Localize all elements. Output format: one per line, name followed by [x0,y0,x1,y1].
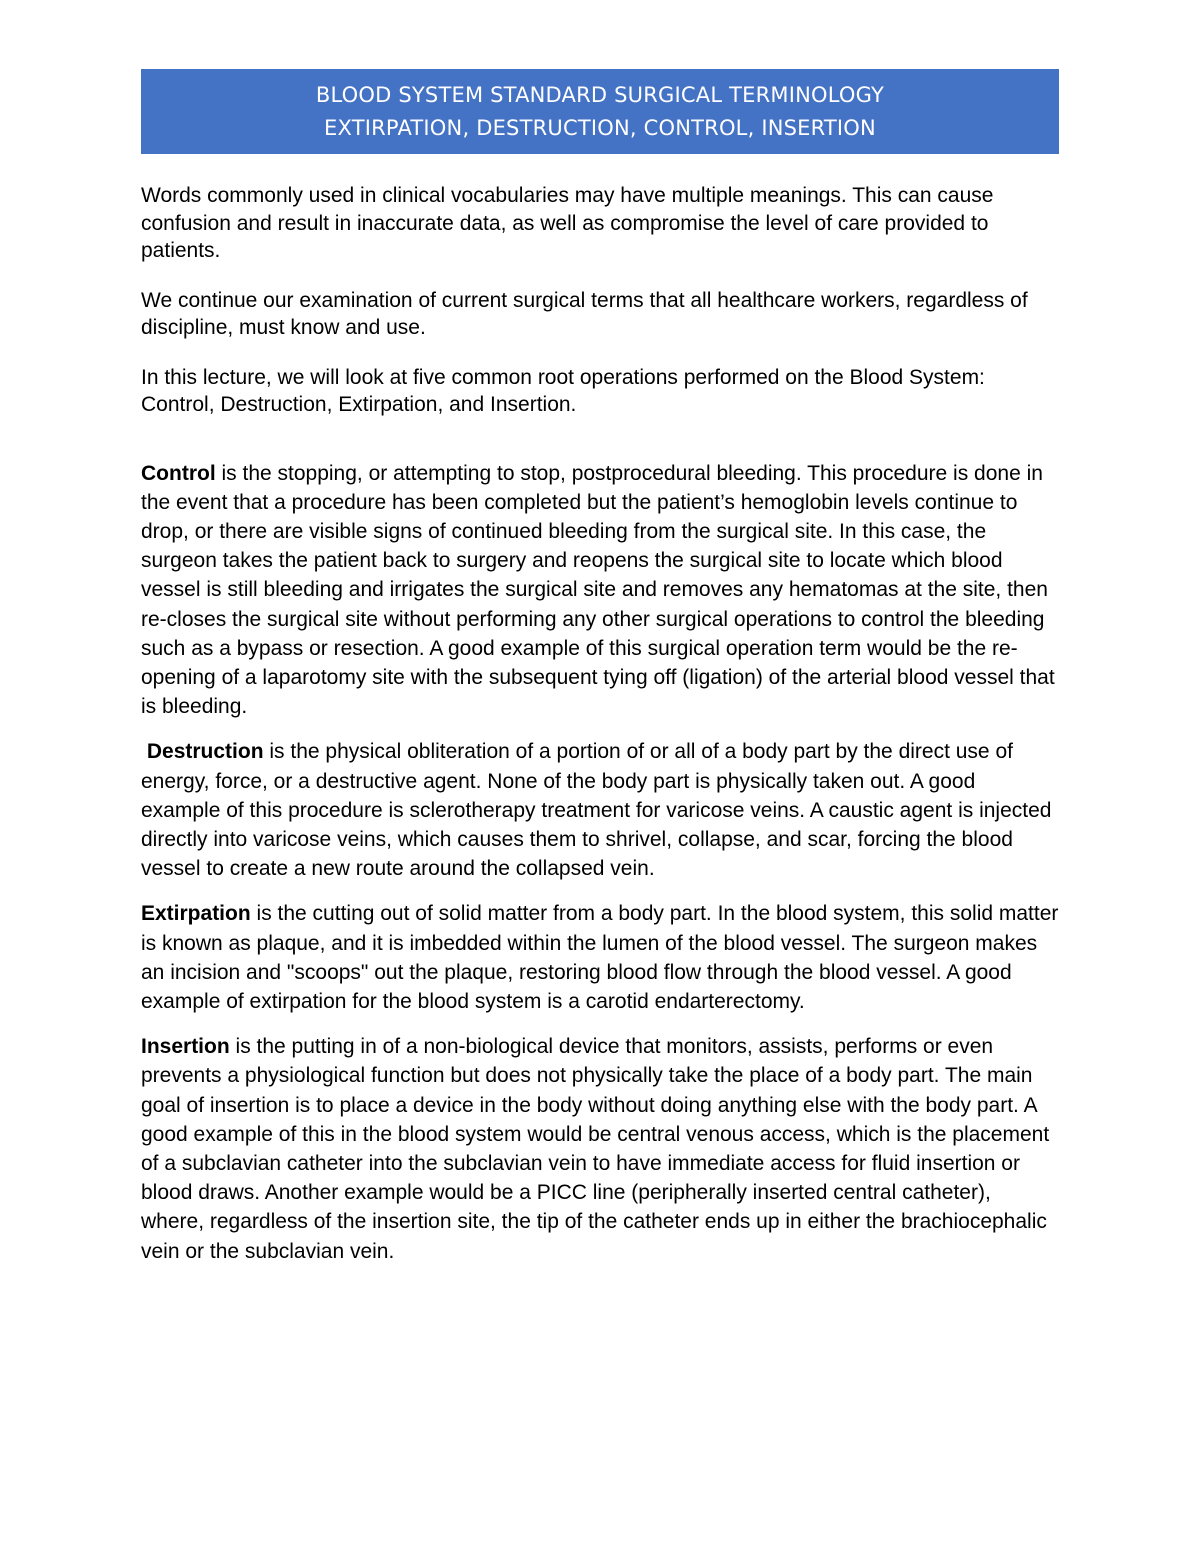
control-definition [141,459,1059,722]
intro-paragraph-2: We continue our examination of current surgical terms that all healthcare workers, regardless of discipline, must know and use. [141,288,1028,339]
control-text: is the stopping, or attempting to stop, postprocedural bleeding. This procedure is done in the event that a procedure has been completed but the patient’s hemoglobin levels continue to drop, or there are visible signs of continued bleeding from the surgical site. In this case, the surgeon takes the patient back to surgery and reopens the surgical site to locate which blood vessel is still bleeding and irrigates the surgical site and removes any hematomas at the site, then re-closes the surgical site without performing any other surgical operations to control the bleeding such as a bypass or resection. A good example of this surgical operation term would be the re-opening of a laparotomy site with the subsequent tying off (ligation) of the arterial blood vessel that is bleeding. [141,461,1055,719]
intro-section [141,182,1059,419]
title-line-2: EXTIRPATION, DESTRUCTION, CONTROL, INSERTION [324,115,876,140]
title-banner [141,69,1059,154]
destruction-definition [141,737,1059,883]
intro-paragraph-3: In this lecture, we will look at five common root operations performed on the Blood System: Control, Destruction, Extirpation, and Insertion. [141,365,985,416]
extirpation-term: Extirpation [141,902,251,926]
insertion-definition [141,1032,1059,1266]
control-term: Control [141,461,216,485]
intro-paragraph-1: Words commonly used in clinical vocabularies may have multiple meanings. This can cause confusion and result in inaccurate data, as well as compromise the level of care provided to patients. [141,184,994,262]
insertion-text: is the putting in of a non-biological device that monitors, assists, performs or even prevents a physiological function but does not physically take the place of a body part. The main goal of insertion is to place a device in the body without doing anything else with the body part. A good example of this in the blood system would be central venous access, which is the placement of a subclavian catheter into the subclavian vein to have immediate access for fluid insertion or blood draws. Another example would be a PICC line (peripherally inserted central catheter), where, regardless of the insertion site, the tip of the catheter ends up in either the brachiocephalic vein or the subclavian vein. [141,1035,1050,1263]
destruction-term: Destruction [146,740,264,764]
extirpation-text: is the cutting out of solid matter from a body part. In the blood system, this solid matter is known as plaque, and it is imbedded within the lumen of the blood vessel. The surgeon makes an incision and "scoops" out the plaque, restoring blood flow through the blood vessel. A good example of extirpation for the blood system is a carotid endarterectomy. [141,902,1059,1013]
definitions-section [141,459,1059,1266]
document-page [141,69,1059,1266]
extirpation-definition [141,899,1059,1016]
insertion-term: Insertion [141,1035,230,1059]
destruction-text: is the physical obliteration of a portion of or all of a body part by the direct use of energy, force, or a destructive agent. None of the body part is physically taken out. A good example of this procedure is sclerotherapy treatment for varicose veins. A caustic agent is injected directly into varicose veins, which causes them to shrivel, collapse, and scar, forcing the blood vessel to create a new route around the collapsed vein. [141,740,1052,881]
title-line-1: BLOOD SYSTEM STANDARD SURGICAL TERMINOLOGY [315,82,885,107]
